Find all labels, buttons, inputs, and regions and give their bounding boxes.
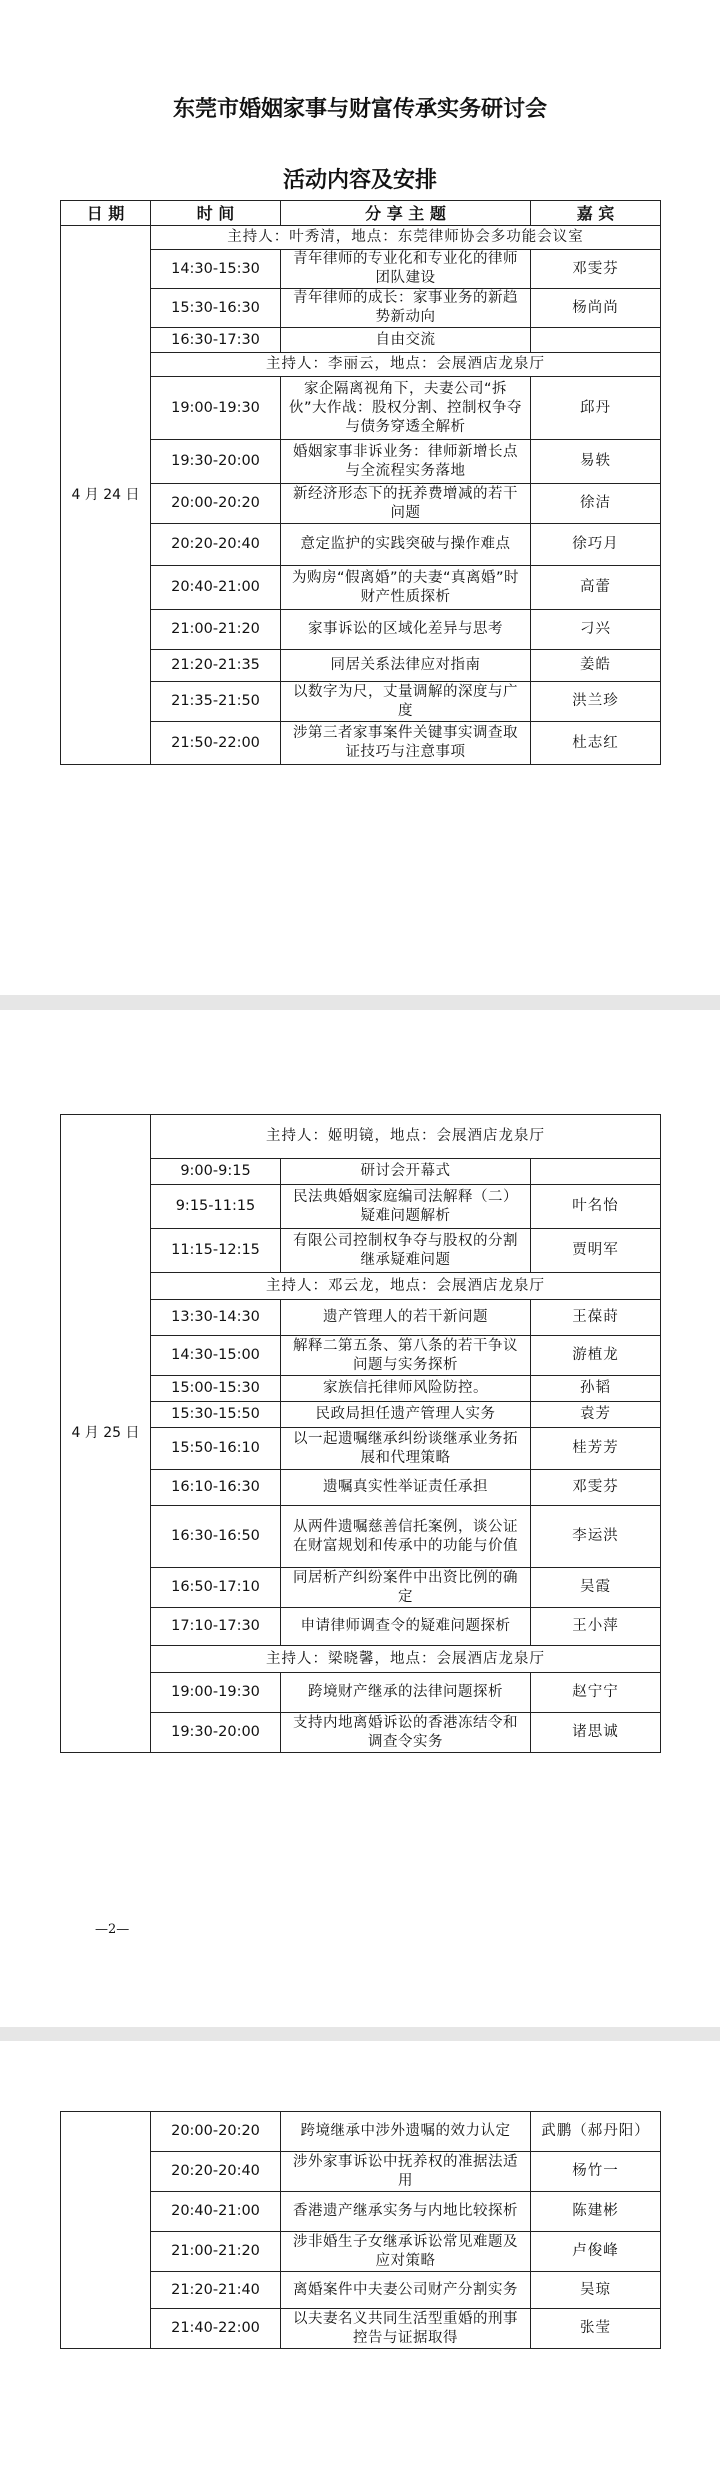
session-row bbox=[61, 524, 661, 566]
time-cell: 15:30-15:50 bbox=[151, 1402, 281, 1428]
time-cell: 20:20-20:40 bbox=[151, 2152, 281, 2192]
session-row bbox=[61, 250, 661, 289]
session-row bbox=[61, 1336, 661, 1376]
guest-cell: 贾明军 bbox=[531, 1229, 661, 1273]
schedule-table-day2-continued bbox=[60, 2111, 661, 2349]
time-cell: 21:20-21:40 bbox=[151, 2272, 281, 2309]
header-guest: 嘉 宾 bbox=[531, 201, 661, 226]
topic-cell: 申请律师调查令的疑难问题探析 bbox=[281, 1608, 531, 1646]
time-cell: 19:30-20:00 bbox=[151, 440, 281, 484]
session-row bbox=[61, 566, 661, 610]
session-row bbox=[61, 1673, 661, 1713]
time-cell: 21:00-21:20 bbox=[151, 610, 281, 650]
topic-cell: 涉第三者家事案件关键事实调查取证技巧与注意事项 bbox=[281, 722, 531, 765]
session-row bbox=[61, 377, 661, 440]
time-cell: 16:50-17:10 bbox=[151, 1568, 281, 1608]
topic-cell: 青年律师的专业化和专业化的律师团队建设 bbox=[281, 250, 531, 289]
topic-cell: 跨境财产继承的法律问题探析 bbox=[281, 1673, 531, 1713]
guest-cell: 徐洁 bbox=[531, 484, 661, 524]
session-row bbox=[61, 1713, 661, 1753]
topic-cell: 民法典婚姻家庭编司法解释（二）疑难问题解析 bbox=[281, 1185, 531, 1229]
topic-cell: 涉非婚生子女继承诉讼常见难题及应对策略 bbox=[281, 2232, 531, 2272]
time-cell: 21:35-21:50 bbox=[151, 682, 281, 722]
session-row bbox=[61, 1608, 661, 1646]
page-3 bbox=[0, 2041, 720, 2479]
topic-cell: 跨境继承中涉外遗嘱的效力认定 bbox=[281, 2112, 531, 2152]
session-row bbox=[61, 682, 661, 722]
session-row bbox=[61, 2272, 661, 2309]
time-cell: 20:00-20:20 bbox=[151, 2112, 281, 2152]
page-gap bbox=[0, 2027, 720, 2041]
time-cell: 17:10-17:30 bbox=[151, 1608, 281, 1646]
session-row bbox=[61, 328, 661, 353]
topic-cell: 婚姻家事非诉业务：律师新增长点与全流程实务落地 bbox=[281, 440, 531, 484]
time-cell: 14:30-15:00 bbox=[151, 1336, 281, 1376]
document-title: 东莞市婚姻家事与财富传承实务研讨会 bbox=[172, 96, 547, 122]
time-cell: 20:40-21:00 bbox=[151, 566, 281, 610]
guest-cell: 邓雯芬 bbox=[531, 1470, 661, 1506]
time-cell: 13:30-14:30 bbox=[151, 1300, 281, 1336]
time-cell: 21:00-21:20 bbox=[151, 2232, 281, 2272]
time-cell: 15:30-16:30 bbox=[151, 289, 281, 328]
topic-cell: 以数字为尺，丈量调解的深度与广度 bbox=[281, 682, 531, 722]
guest-cell bbox=[531, 1159, 661, 1185]
guest-cell: 游植龙 bbox=[531, 1336, 661, 1376]
session-row bbox=[61, 1185, 661, 1229]
guest-cell: 洪兰珍 bbox=[531, 682, 661, 722]
header-topic: 分 享 主 题 bbox=[281, 201, 531, 226]
host-row bbox=[61, 1115, 661, 1159]
table-header-row bbox=[61, 201, 661, 226]
topic-cell: 家企隔离视角下，夫妻公司“拆伙”大作战：股权分割、控制权争夺与债务穿透全解析 bbox=[281, 377, 531, 440]
time-cell: 20:00-20:20 bbox=[151, 484, 281, 524]
host-cell: 主持人：叶秀清，地点：东莞律师协会多功能会议室 bbox=[151, 226, 661, 250]
topic-cell: 同居析产纠纷案件中出资比例的确定 bbox=[281, 1568, 531, 1608]
time-cell: 9:00-9:15 bbox=[151, 1159, 281, 1185]
guest-cell: 刁兴 bbox=[531, 610, 661, 650]
date-cell bbox=[61, 2112, 151, 2349]
topic-cell: 有限公司控制权争夺与股权的分割继承疑难问题 bbox=[281, 1229, 531, 1273]
guest-cell: 赵宁宁 bbox=[531, 1673, 661, 1713]
guest-cell: 诸思诚 bbox=[531, 1713, 661, 1753]
host-row bbox=[61, 226, 661, 250]
time-cell: 19:00-19:30 bbox=[151, 1673, 281, 1713]
guest-cell: 桂芳芳 bbox=[531, 1428, 661, 1470]
session-row bbox=[61, 1229, 661, 1273]
topic-cell: 支持内地离婚诉讼的香港冻结令和调查令实务 bbox=[281, 1713, 531, 1753]
session-row bbox=[61, 484, 661, 524]
guest-cell: 李运洪 bbox=[531, 1506, 661, 1568]
topic-cell: 解释二第五条、第八条的若干争议问题与实务探析 bbox=[281, 1336, 531, 1376]
session-row bbox=[61, 2112, 661, 2152]
date-cell: 4 月 25 日 bbox=[61, 1115, 151, 1753]
host-row bbox=[61, 1646, 661, 1673]
guest-cell: 张莹 bbox=[531, 2309, 661, 2349]
session-row bbox=[61, 1428, 661, 1470]
header-time: 时 间 bbox=[151, 201, 281, 226]
guest-cell: 徐巧月 bbox=[531, 524, 661, 566]
time-cell: 15:00-15:30 bbox=[151, 1376, 281, 1402]
session-row bbox=[61, 1402, 661, 1428]
time-cell: 21:50-22:00 bbox=[151, 722, 281, 765]
guest-cell: 王葆莳 bbox=[531, 1300, 661, 1336]
time-cell: 21:40-22:00 bbox=[151, 2309, 281, 2349]
header-date: 日 期 bbox=[61, 201, 151, 226]
date-cell: 4 月 24 日 bbox=[61, 226, 151, 765]
session-row bbox=[61, 650, 661, 682]
time-cell: 19:30-20:00 bbox=[151, 1713, 281, 1753]
guest-cell: 吴琼 bbox=[531, 2272, 661, 2309]
topic-cell: 意定监护的实践突破与操作难点 bbox=[281, 524, 531, 566]
topic-cell: 青年律师的成长：家事业务的新趋势新动向 bbox=[281, 289, 531, 328]
guest-cell: 高蕾 bbox=[531, 566, 661, 610]
guest-cell: 武鹏（郝丹阳） bbox=[531, 2112, 661, 2152]
document-subtitle: 活动内容及安排 bbox=[282, 167, 437, 193]
topic-cell: 从两件遗嘱慈善信托案例，谈公证在财富规划和传承中的功能与价值 bbox=[281, 1506, 531, 1568]
schedule-table-day2 bbox=[60, 1114, 661, 1753]
guest-cell: 杨竹一 bbox=[531, 2152, 661, 2192]
guest-cell: 杜志红 bbox=[531, 722, 661, 765]
topic-cell: 以夫妻名义共同生活型重婚的刑事控告与证据取得 bbox=[281, 2309, 531, 2349]
session-row bbox=[61, 2152, 661, 2192]
page-1 bbox=[0, 0, 720, 995]
host-cell: 主持人：邓云龙，地点：会展酒店龙泉厅 bbox=[151, 1273, 661, 1300]
host-row bbox=[61, 1273, 661, 1300]
guest-cell: 陈建彬 bbox=[531, 2192, 661, 2232]
topic-cell: 以一起遗嘱继承纠纷谈继承业务拓展和代理策略 bbox=[281, 1428, 531, 1470]
session-row bbox=[61, 289, 661, 328]
time-cell: 15:50-16:10 bbox=[151, 1428, 281, 1470]
host-row bbox=[61, 353, 661, 377]
topic-cell: 民政局担任遗产管理人实务 bbox=[281, 1402, 531, 1428]
guest-cell: 易轶 bbox=[531, 440, 661, 484]
time-cell: 16:30-17:30 bbox=[151, 328, 281, 353]
session-row bbox=[61, 1376, 661, 1402]
time-cell: 16:10-16:30 bbox=[151, 1470, 281, 1506]
guest-cell: 邱丹 bbox=[531, 377, 661, 440]
guest-cell: 王小萍 bbox=[531, 1608, 661, 1646]
guest-cell: 杨尚尚 bbox=[531, 289, 661, 328]
session-row bbox=[61, 610, 661, 650]
session-row bbox=[61, 2232, 661, 2272]
page-gap bbox=[0, 995, 720, 1010]
time-cell: 9:15-11:15 bbox=[151, 1185, 281, 1229]
session-row bbox=[61, 1159, 661, 1185]
topic-cell: 研讨会开幕式 bbox=[281, 1159, 531, 1185]
time-cell: 21:20-21:35 bbox=[151, 650, 281, 682]
guest-cell: 吴霞 bbox=[531, 1568, 661, 1608]
guest-cell: 姜皓 bbox=[531, 650, 661, 682]
guest-cell: 卢俊峰 bbox=[531, 2232, 661, 2272]
topic-cell: 涉外家事诉讼中抚养权的准据法适用 bbox=[281, 2152, 531, 2192]
time-cell: 19:00-19:30 bbox=[151, 377, 281, 440]
time-cell: 16:30-16:50 bbox=[151, 1506, 281, 1568]
topic-cell: 离婚案件中夫妻公司财产分割实务 bbox=[281, 2272, 531, 2309]
time-cell: 14:30-15:30 bbox=[151, 250, 281, 289]
session-row bbox=[61, 722, 661, 765]
session-row bbox=[61, 1506, 661, 1568]
topic-cell: 香港遗产继承实务与内地比较探析 bbox=[281, 2192, 531, 2232]
session-row bbox=[61, 1470, 661, 1506]
guest-cell bbox=[531, 328, 661, 353]
page-2 bbox=[0, 1010, 720, 2027]
topic-cell: 遗产管理人的若干新问题 bbox=[281, 1300, 531, 1336]
topic-cell: 新经济形态下的抚养费增减的若干问题 bbox=[281, 484, 531, 524]
topic-cell: 自由交流 bbox=[281, 328, 531, 353]
time-cell: 20:20-20:40 bbox=[151, 524, 281, 566]
guest-cell: 邓雯芬 bbox=[531, 250, 661, 289]
session-row bbox=[61, 1568, 661, 1608]
schedule-table-day1 bbox=[60, 200, 661, 765]
time-cell: 11:15-12:15 bbox=[151, 1229, 281, 1273]
page-number: —2— bbox=[95, 1922, 130, 1937]
host-cell: 主持人：梁晓馨，地点：会展酒店龙泉厅 bbox=[151, 1646, 661, 1673]
time-cell: 20:40-21:00 bbox=[151, 2192, 281, 2232]
guest-cell: 孙韬 bbox=[531, 1376, 661, 1402]
session-row bbox=[61, 2309, 661, 2349]
topic-cell: 家事诉讼的区域化差异与思考 bbox=[281, 610, 531, 650]
session-row bbox=[61, 2192, 661, 2232]
host-cell: 主持人：李丽云，地点：会展酒店龙泉厅 bbox=[151, 353, 661, 377]
guest-cell: 袁芳 bbox=[531, 1402, 661, 1428]
topic-cell: 同居关系法律应对指南 bbox=[281, 650, 531, 682]
topic-cell: 遗嘱真实性举证责任承担 bbox=[281, 1470, 531, 1506]
topic-cell: 为购房“假离婚”的夫妻“真离婚”时财产性质探析 bbox=[281, 566, 531, 610]
topic-cell: 家族信托律师风险防控。 bbox=[281, 1376, 531, 1402]
guest-cell: 叶名怡 bbox=[531, 1185, 661, 1229]
host-cell: 主持人：姬明镜，地点：会展酒店龙泉厅 bbox=[151, 1115, 661, 1159]
session-row bbox=[61, 1300, 661, 1336]
session-row bbox=[61, 440, 661, 484]
